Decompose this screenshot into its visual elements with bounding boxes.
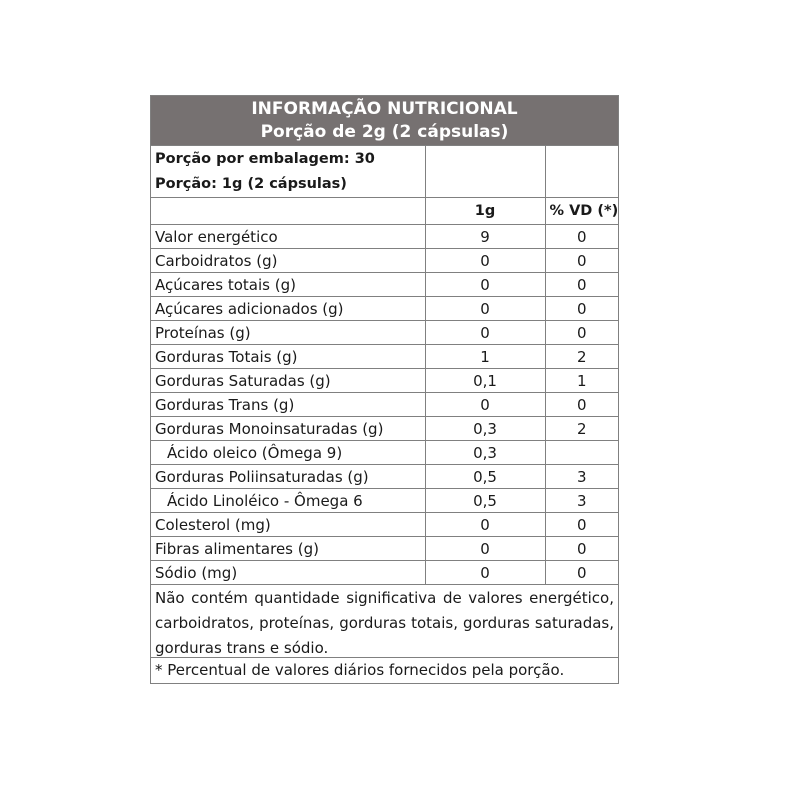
insignificant-values-note: Não contém quantidade significativa de valores energético, carboidratos, proteínas, gorduras totais, gorduras saturadas, gorduras trans e sódio.	[151, 585, 618, 658]
nutrient-label: Açúcares adicionados (g)	[151, 297, 425, 321]
nutrient-amount: 1	[425, 345, 545, 369]
nutrient-amount: 0,3	[425, 441, 545, 465]
nutrient-dv: 2	[545, 345, 618, 369]
table-row	[151, 369, 618, 393]
nutrient-label: Fibras alimentares (g)	[151, 537, 425, 561]
nutrient-amount: 0	[425, 393, 545, 417]
nutrient-label: Gorduras Saturadas (g)	[151, 369, 425, 393]
nutrient-dv: 0	[545, 513, 618, 537]
nutrition-facts-panel	[150, 95, 619, 684]
nutrient-label: Proteínas (g)	[151, 321, 425, 345]
servings-per-package: Porção por embalagem: 30	[155, 151, 375, 167]
nutrient-amount: 0	[425, 561, 545, 585]
nutrition-title: INFORMAÇÃO NUTRICIONAL	[251, 99, 518, 119]
table-row	[151, 561, 618, 585]
nutrient-amount: 0	[425, 513, 545, 537]
nutrient-amount: 9	[425, 225, 545, 249]
nutrient-dv: 0	[545, 225, 618, 249]
column-header-dv: % VD (*)	[545, 198, 618, 225]
nutrient-label: Carboidratos (g)	[151, 249, 425, 273]
table-row	[151, 537, 618, 561]
nutrient-dv: 0	[545, 321, 618, 345]
nutrient-dv: 3	[545, 465, 618, 489]
daily-value-footnote: * Percentual de valores diários fornecidos pela porção.	[155, 661, 565, 679]
nutrient-amount: 0,5	[425, 465, 545, 489]
nutrient-dv: 0	[545, 249, 618, 273]
table-row	[151, 297, 618, 321]
empty-cell	[425, 146, 545, 198]
nutrient-dv: 0	[545, 561, 618, 585]
table-row	[151, 345, 618, 369]
table-row	[151, 417, 618, 441]
nutrient-dv: 0	[545, 273, 618, 297]
table-row	[151, 489, 618, 513]
column-header-row	[151, 198, 618, 225]
nutrient-dv: 1	[545, 369, 618, 393]
nutrient-amount: 0	[425, 321, 545, 345]
nutrient-amount: 0	[425, 297, 545, 321]
serving-info-row	[151, 146, 618, 198]
empty-cell	[545, 146, 618, 198]
nutrition-table	[151, 146, 618, 585]
table-row	[151, 393, 618, 417]
nutrient-label: Gorduras Totais (g)	[151, 345, 425, 369]
serving-info-cell	[151, 146, 425, 198]
nutrient-dv: 0	[545, 297, 618, 321]
nutrient-label: Valor energético	[151, 225, 425, 249]
table-row	[151, 225, 618, 249]
nutrient-label: Gorduras Monoinsaturadas (g)	[151, 417, 425, 441]
column-header-amount: 1g	[425, 198, 545, 225]
nutrient-dv	[545, 441, 618, 465]
portion-size: Porção: 1g (2 cápsulas)	[155, 176, 347, 192]
table-row	[151, 321, 618, 345]
nutrient-amount: 0,1	[425, 369, 545, 393]
table-row	[151, 465, 618, 489]
nutrient-label: Colesterol (mg)	[151, 513, 425, 537]
nutrient-label: Sódio (mg)	[151, 561, 425, 585]
table-row	[151, 249, 618, 273]
nutrient-label: Ácido oleico (Ômega 9)	[151, 441, 425, 465]
nutrient-label: Ácido Linoléico - Ômega 6	[151, 489, 425, 513]
nutrition-header	[151, 96, 618, 146]
nutrient-amount: 0	[425, 249, 545, 273]
nutrient-label: Gorduras Trans (g)	[151, 393, 425, 417]
nutrient-dv: 2	[545, 417, 618, 441]
nutrient-amount: 0	[425, 273, 545, 297]
table-row	[151, 441, 618, 465]
nutrition-subtitle: Porção de 2g (2 cápsulas)	[260, 122, 509, 142]
empty-cell	[151, 198, 425, 225]
nutrient-dv: 3	[545, 489, 618, 513]
nutrient-amount: 0	[425, 537, 545, 561]
nutrient-label: Gorduras Poliinsaturadas (g)	[151, 465, 425, 489]
table-row	[151, 273, 618, 297]
nutrient-dv: 0	[545, 393, 618, 417]
nutrient-amount: 0,3	[425, 417, 545, 441]
nutrient-dv: 0	[545, 537, 618, 561]
nutrient-label: Açúcares totais (g)	[151, 273, 425, 297]
table-row	[151, 513, 618, 537]
nutrient-amount: 0,5	[425, 489, 545, 513]
